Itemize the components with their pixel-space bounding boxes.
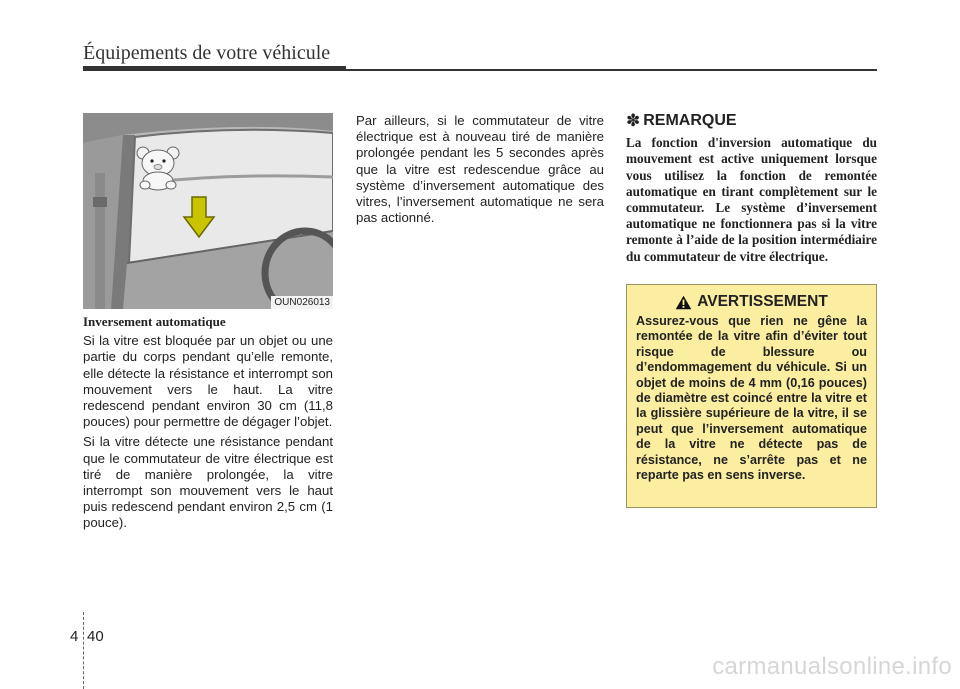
figure-code: OUN026013	[271, 296, 333, 309]
note-section	[626, 113, 877, 269]
chapter-number: 4	[70, 628, 79, 645]
note-body: La fonction d'inversion automatique du mouvement est active uniquement lorsque vous utilisez la fonction de remontée automatique en tirant complètement sur le commutateur. Le système d’inversement automatique ne fonctionnera pas si la vitre remonte à l’aide de la position intermédiaire du commutateur de vitre électrique.	[626, 135, 877, 264]
page-number: 40	[87, 628, 104, 645]
warning-box	[626, 284, 877, 508]
paragraph: Si la vitre détecte une résistance pendant que le commutateur de vitre électrique est tiré de manière prolongée, la vitre interrompt son mouvement vers le haut puis redescend pendant environ 2,5 cm (1 pouce).	[83, 434, 333, 531]
note-heading	[626, 113, 877, 129]
footer-divider	[83, 612, 85, 689]
window-illustration	[83, 113, 333, 309]
warning-body: Assurez-vous que rien ne gêne la remontée de la vitre afin d’éviter tout risque de blessure ou d’endommagement du véhicule. Si un objet de moins de 4 mm (0,16 pouces) de diamètre est coincé entre la vitre et la glissière supérieure de la vitre, il se peut que l’inversement automatique de la vitre ne détecte pas de résistance, ne s’arrête pas et ne reparte pas en sens inverse.	[636, 314, 867, 483]
column-middle	[356, 113, 604, 230]
paragraph: Si la vitre est bloquée par un objet ou une partie du corps pendant qu’elle remonte, elle détecte la résistance et interrompt son mouvement vers le haut. La vitre redescend pendant environ 30 cm (11,8 pouces) pour permettre de dégager l’objet.	[83, 333, 333, 430]
page-title: Équipements de votre véhicule	[83, 42, 331, 64]
warning-title: AVERTISSEMENT	[697, 293, 828, 310]
teddy-bear-icon	[137, 147, 179, 190]
car-window-drawing	[83, 113, 333, 309]
section-heading: Inversement automatique	[83, 314, 226, 329]
column-left	[83, 314, 333, 536]
header-rule-thin	[346, 69, 877, 71]
asterisk-icon: ✽	[626, 111, 641, 130]
watermark: carmanualsonline.info	[712, 653, 952, 680]
paragraph: Par ailleurs, si le commutateur de vitre électrique est à nouveau tiré de manière prolongée pendant les 5 secondes après que la vitre est redescendue grâce au système d’inversement automatique des vitres, l’inversement automatique ne sera pas actionné.	[356, 113, 604, 226]
warning-heading	[636, 293, 867, 311]
header-rule	[83, 66, 346, 71]
warning-triangle-icon	[675, 295, 692, 310]
note-title: REMARQUE	[643, 112, 737, 129]
